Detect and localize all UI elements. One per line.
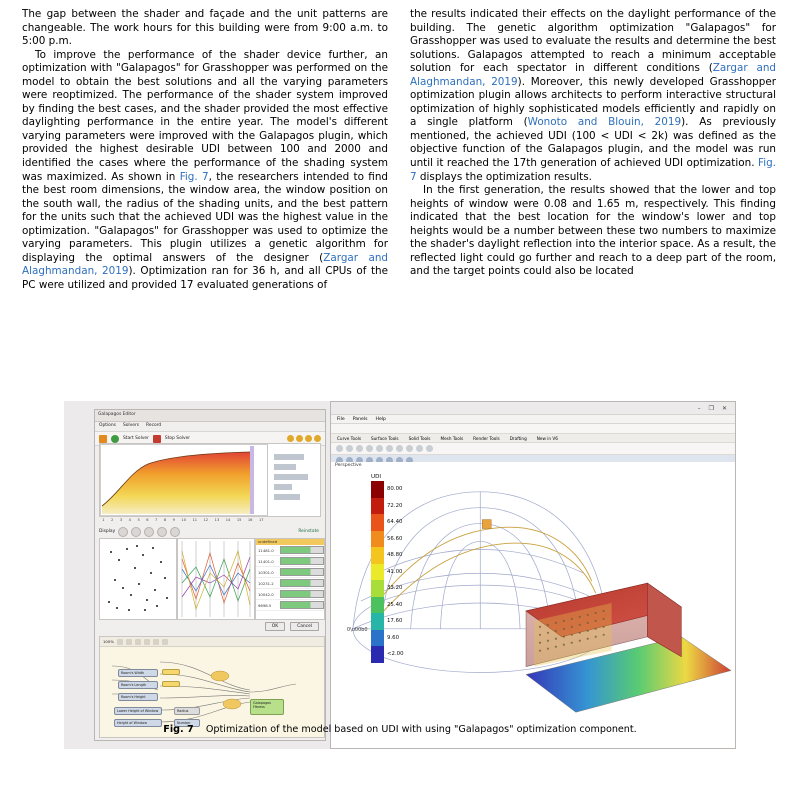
genome-slider[interactable] (280, 590, 324, 598)
figure-7 (22, 401, 778, 749)
citation-link[interactable]: Zargar and Alaghmandan, 2019 (410, 62, 777, 88)
rhino-window[interactable] (330, 401, 736, 749)
galapagos-editor-window[interactable] (94, 409, 326, 741)
list-item[interactable] (256, 578, 324, 589)
play-icon[interactable] (111, 435, 119, 443)
legend-swatch (371, 630, 384, 647)
axis-tick: 13 (214, 518, 220, 522)
legend-label: 56.60 (387, 535, 403, 542)
grid-icon (144, 639, 150, 645)
legend-item (371, 630, 425, 647)
rhino-viewport[interactable] (331, 462, 735, 748)
axis-tick: 6 (146, 518, 149, 522)
legend-swatch (371, 547, 384, 564)
tab-curve-tools[interactable]: Curve Tools (337, 435, 361, 441)
menu-item-panels[interactable]: Panels (352, 416, 368, 422)
genome-list-panel[interactable] (255, 538, 325, 620)
genome-slider[interactable] (280, 557, 324, 565)
legend-item (371, 481, 425, 498)
display-mode-icon-5[interactable] (170, 527, 180, 537)
paragraph (410, 184, 776, 279)
text-run: ). As previously mentioned, the achieved UDI (100 < UDI < 2k) was defined as the objective function of the Galapagos plugin, and the model was run until it reached the 17th generation of achieved UDI optimization. (410, 116, 776, 170)
svg-text:0\u00b0: 0\u00b0 (346, 626, 368, 633)
display-mode-icon-3[interactable] (144, 527, 154, 537)
axis-tick: 5 (137, 518, 140, 522)
legend-swatch (371, 613, 384, 630)
legend-item (371, 646, 425, 663)
gh-node-label: Room's Width (121, 671, 145, 675)
legend-swatch (371, 564, 384, 581)
right-column (410, 8, 776, 393)
legend-swatch (371, 531, 384, 548)
legend-swatch (371, 514, 384, 531)
gh-node-label: Radius (177, 709, 189, 713)
legend-label: 72.20 (387, 502, 403, 509)
bake-icon (162, 639, 168, 645)
list-item[interactable] (256, 589, 324, 600)
polyline-icon (376, 445, 383, 452)
rhino-title-bar[interactable] (331, 402, 735, 415)
menu-item-help[interactable]: Help (375, 416, 386, 422)
left-column (22, 8, 388, 393)
render-icon (426, 445, 433, 452)
gh-node-room-height[interactable] (118, 693, 158, 701)
genome-list-header: undefined (256, 539, 324, 545)
list-item[interactable] (256, 556, 324, 567)
genome-parallel-coordinates-panel (177, 538, 255, 620)
citation-link[interactable]: Zargar and Alaghmandan, 2019 (22, 251, 388, 278)
legend-label: <2.00 (387, 651, 404, 658)
figure-image (64, 401, 736, 749)
text-run: , the researchers intended to find the best room dimensions, the window area, the window position on the south wall, the radius of the shading units, and the best pattern for the units such that the achieved UDI was the highest value in the optimization. "Galapagos" for Grasshopper was used to optimize the varying parameters. This plugin utilizes a genetic algorithm for displaying the optimal answers of the designer ( (22, 170, 388, 264)
axis-tick: 9 (172, 518, 175, 522)
display-mode-icon-2[interactable] (131, 527, 141, 537)
paragraph (22, 49, 388, 293)
legend-item (371, 498, 425, 515)
gh-node-label: Height of Window (117, 721, 148, 725)
axis-tick: 3 (119, 518, 123, 522)
genome-value: 11401.0 (258, 558, 274, 564)
genome-value: 10042.0 (258, 591, 274, 597)
genome-slider[interactable] (280, 546, 324, 554)
galapagos-menu-bar[interactable] (95, 422, 325, 432)
legend-swatch (371, 498, 384, 515)
fitness-chart (99, 443, 269, 517)
axis-tick: 2 (111, 518, 114, 522)
legend-item (371, 514, 425, 531)
legend-label: 25.40 (387, 601, 403, 608)
text-run: displays the optimization results. (416, 170, 592, 183)
rhino-command-bar[interactable] (331, 424, 735, 434)
text-run: the results indicated their effects on the daylight performance of the building. The genetic algorithm optimization "Galapagos" for Grasshopper was used to evaluate the results and determine the best solutions. Galapagos attempted to reach a minimum acceptable solution for each spectator in different conditions ( (410, 8, 776, 75)
gh-node-label: Room's Height (121, 695, 146, 699)
stop-icon[interactable] (153, 435, 161, 443)
minimize-button[interactable]: – (697, 404, 701, 412)
paragraph (22, 8, 388, 49)
gh-node-label: Room's Length (121, 683, 147, 687)
preview-icon (153, 639, 159, 645)
close-button[interactable]: ✕ (721, 404, 727, 412)
dialog-buttons[interactable] (265, 622, 319, 631)
legend-label: 33.20 (387, 585, 403, 592)
figure-reference-link[interactable]: Fig. 7 (179, 170, 209, 183)
grasshopper-canvas[interactable] (99, 636, 325, 738)
select-icon (336, 445, 343, 452)
display-controls[interactable] (99, 526, 323, 537)
legend-label: 41.00 (387, 568, 403, 575)
gh-node-galapagos[interactable] (250, 699, 284, 715)
state-indicator-icons (287, 435, 325, 442)
menu-item-options[interactable]: Options (99, 423, 116, 428)
rhino-tab-bar[interactable] (331, 434, 735, 443)
surface-icon (386, 445, 393, 452)
legend-item (371, 580, 425, 597)
gh-node-param-b[interactable] (162, 681, 180, 687)
legend-swatch (371, 580, 384, 597)
start-solver-button[interactable]: Start Solver (123, 436, 149, 441)
gh-node-value: Fitness (253, 705, 265, 709)
axis-tick: 12 (203, 518, 209, 522)
genome-slider[interactable] (280, 568, 324, 576)
legend-label: 64.40 (387, 519, 403, 526)
gh-node-label: Galapagos (253, 701, 271, 705)
citation-link[interactable]: Wonoto and Blouin, 2019 (527, 116, 682, 129)
legend-label: 80.00 (387, 486, 403, 493)
line-icon (346, 445, 353, 452)
list-item[interactable] (256, 600, 324, 611)
axis-tick: 10 (181, 518, 186, 522)
tab-mesh-tools[interactable]: Mesh Tools (440, 435, 464, 441)
legend-item (371, 597, 425, 614)
figure-caption-text: Optimization of the model based on UDI with using "Galapagos" optimization component. (205, 724, 637, 735)
gh-node-room-length[interactable] (118, 681, 158, 689)
axis-tick: 14 (225, 518, 231, 522)
rhino-menu-bar[interactable] (331, 415, 735, 424)
arc-icon (366, 445, 373, 452)
legend-item (371, 547, 425, 564)
gh-node-label: Lower Height of Window (117, 709, 159, 713)
legend-item (371, 613, 425, 630)
axis-tick: 15 (236, 518, 242, 522)
reinstate-button[interactable]: Reinstate (298, 529, 319, 534)
stop-solver-button[interactable]: Stop Solver (164, 436, 191, 441)
sliders-icon (135, 639, 141, 645)
population-bar-panel (267, 443, 321, 517)
gh-node-radius[interactable] (174, 707, 200, 715)
mesh-icon (416, 445, 423, 452)
ok-button[interactable]: OK (265, 622, 285, 631)
genome-value: 10301.0 (258, 569, 274, 575)
fitness-chart-svg (100, 444, 268, 516)
tab-render-tools[interactable]: Render Tools (473, 435, 500, 441)
gh-node-param-a[interactable] (162, 669, 180, 675)
tab-new-in-v6[interactable]: New in V6 (536, 435, 558, 441)
figure-caption (22, 724, 778, 735)
figure-reference-link[interactable]: Fig. 7 (410, 157, 776, 183)
circle-icon (356, 445, 363, 452)
legend-swatch (371, 481, 384, 498)
menu-item-record[interactable]: Record (146, 423, 162, 428)
zoom-level[interactable]: 100% (103, 639, 114, 644)
menu-item-solvers[interactable]: Solvers (122, 423, 140, 428)
axis-tick: 17 (258, 518, 264, 522)
legend-label: 17.60 (387, 618, 403, 625)
gh-node-lower-height-of-window[interactable] (114, 707, 162, 715)
display-mode-icon-1[interactable] (118, 527, 128, 537)
display-label: Display (99, 529, 116, 534)
folder-icon[interactable] (99, 435, 107, 443)
axis-tick: 7 (155, 518, 158, 522)
legend-swatch (371, 597, 384, 614)
legend-label: 48.80 (387, 552, 403, 559)
genome-slider[interactable] (280, 579, 324, 587)
genome-scatter-panel (99, 538, 177, 620)
tab-solid-tools[interactable]: Solid Tools (408, 435, 431, 441)
legend-item (371, 564, 425, 581)
article-columns (22, 8, 778, 393)
text-run: To improve the performance of the shader device further, an optimization with "Galapagos" for Grasshopper was performed on the model to obtain the best solutions and all the varying parameters were reoptimized. The performance of the shader system improved by finding the best cases, and the shader provided the most effective daylighting performance in the entire year. The model's different varying parameters were improved with the Galapagos plugin, which provided the highest desirable UDI between 100 and 2000 and identified the cases where the performance of the shading system was maximized. As shown in (22, 48, 388, 183)
legend-swatch (371, 646, 384, 663)
display-mode-icon-4[interactable] (157, 527, 167, 537)
axis-tick: 8 (163, 518, 167, 522)
udi-legend (371, 474, 425, 663)
axis-tick: 1 (102, 518, 105, 522)
boolean-icon (406, 445, 413, 452)
parallel-coordinates-svg (178, 539, 254, 619)
tab-drafting[interactable]: Drafting (509, 435, 527, 441)
legend-item (371, 531, 425, 548)
pan-icon (117, 639, 123, 645)
cancel-button[interactable]: Cancel (290, 622, 319, 631)
rhino-toolbar-row-1[interactable] (331, 443, 735, 455)
text-run: In the first generation, the results showed that the lower and top heights of window were 0.08 and 1.65 m, respectively. This finding indicated that the best location for the window's lower and top heights would be a number between these two numbers to maximize the shader's daylight reflection into the interior space. As a result, the reflected light could go further and reach to a deep part of the room, and the target points could also be located (410, 184, 776, 278)
gh-node-room-width[interactable] (118, 669, 158, 677)
legend-label: 9.60 (387, 634, 400, 641)
list-item[interactable] (256, 545, 324, 556)
text-run: ). Moreover, this newly developed Grasshopper optimization plugin allows architects to perform interactive structural optimization of highly sophisticated models efficiently and rapidly on a single platform ( (410, 75, 776, 129)
genome-value: 9698.5 (258, 602, 272, 608)
viewport-label[interactable]: Perspective (335, 463, 362, 468)
genome-value: 11481.0 (258, 547, 274, 553)
gh-node-label: Number (177, 721, 191, 725)
axis-tick: 11 (192, 518, 198, 522)
paragraph (410, 8, 776, 184)
text-run: The gap between the shader and façade and the unit patterns are changeable. The work hours for this building were from 9:00 a.m. to 5:00 p.m. (22, 8, 388, 48)
udi-legend-rows (371, 481, 425, 663)
axis-tick: 4 (128, 518, 131, 522)
galapagos-title-bar: Galapagos Editor (95, 410, 325, 422)
tab-surface-tools[interactable]: Surface Tools (371, 435, 399, 441)
genome-slider[interactable] (280, 601, 324, 609)
text-run: ). Optimization ran for 36 h, and all CPUs of the PC were utilized and provided 17 evaluated generations of (22, 265, 388, 291)
figure-caption-label: Fig. 7 (163, 724, 194, 735)
extrude-icon (396, 445, 403, 452)
fitness-chart-x-axis (99, 516, 267, 524)
genome-value: 10231.2 (258, 580, 274, 586)
axis-tick: 16 (247, 518, 253, 522)
udi-legend-title: UDI (371, 474, 382, 480)
list-item[interactable] (256, 567, 324, 578)
zoom-icon (126, 639, 132, 645)
menu-item-file[interactable]: File (337, 416, 345, 422)
maximize-button[interactable]: ❐ (708, 404, 714, 412)
